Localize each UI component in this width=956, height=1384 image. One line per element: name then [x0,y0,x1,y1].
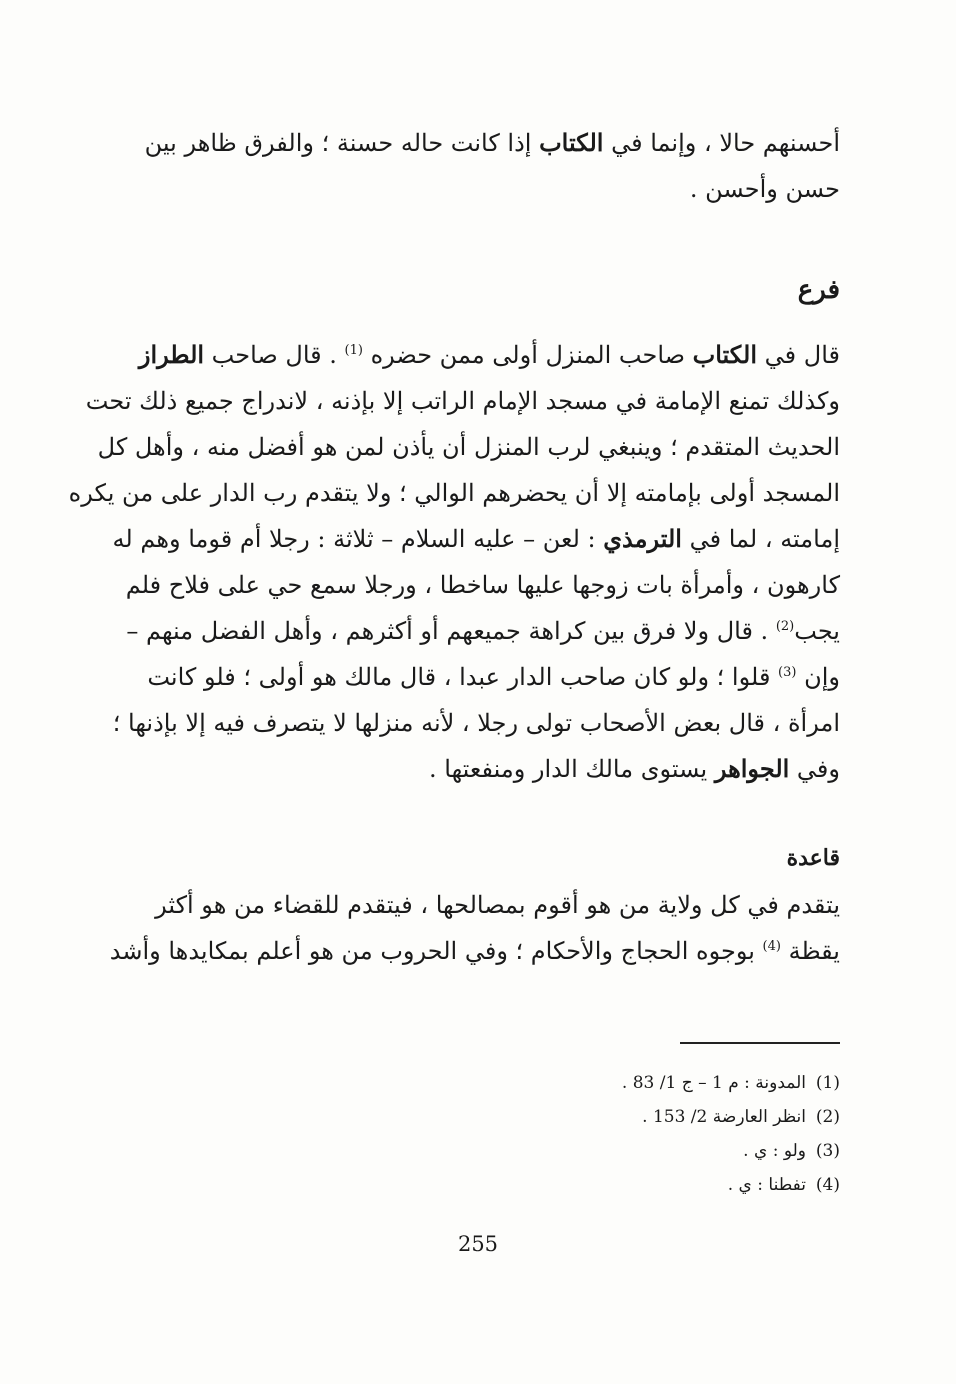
section-far-line: قال في الكتاب صاحب المنزل أولى ممن حضره $^{(1)}$ . قال صاحب الطراز [138,340,840,369]
footnote-text: المدونة : م 1 – ج 1/ 83 . [621,1073,806,1093]
section-far-line: الحديث المتقدم ؛ وينبغي لرب المنزل أن يأذن لمن هو أفضل منه ، وأهل كل [97,433,840,461]
footnote-number: (2) [815,1107,840,1127]
footnote-text: انظر العارضة 2/ 153 . [642,1107,806,1127]
section-qaida-line: يقظة $^{(4)}$ بوجوه الحجاج والأحكام ؛ وفي الحروب من هو أعلم بمكايدها وأشد [109,937,840,965]
footnote-item [622,1100,840,1134]
intro-line: حسن وأحسن . [689,175,840,203]
section-heading-far: فرع [797,275,840,305]
section-qaida-line: يتقدم في كل ولاية من هو أقوم بمصالحها ، فيتقدم للقضاء من هو أكثر [155,891,840,919]
footnote-text: تفطنا : ي . [727,1175,806,1195]
section-qaida-paragraph [109,882,840,974]
section-far-line: وإن $^{(3)}$ قلوا ؛ ولو كان صاحب الدار عبدا ، قال مالك هو أولى ؛ فلو كانت [147,663,840,691]
section-far-paragraph [68,332,840,792]
section-heading-qaida: قاعدة [786,845,840,871]
section-far-line: وكذلك تمنع الإمامة في مسجد الإمام الراتب إلا بإذنه ، لاندراج جميع ذلك تحت [85,387,840,415]
footnote-text: ولو : ي . [743,1141,806,1161]
section-far-line: كارهون ، وأمرأة بات زوجها عليها ساخطا ، ورجلا سمع حي على فلاح فلم [125,571,840,599]
footnotes [622,1066,840,1202]
section-far-line: وفي الجواهر يستوى مالك الدار ومنفعتها . [429,754,840,783]
footnote-number: (4) [815,1175,840,1195]
footnote-separator [680,1042,840,1044]
footnote-item [622,1168,840,1202]
section-far-line: يجب$^{(2)}$ . قال ولا فرق بين كراهة جميعهم أو أكثرهم ، وأهل الفضل منهم – [126,617,840,645]
footnote-item [622,1134,840,1168]
footnote-number: (3) [815,1141,840,1161]
footnote-number: (1) [815,1073,840,1093]
intro-paragraph [144,120,840,212]
footnote-item [622,1066,840,1100]
section-far-line: إمامته ، لما في الترمذي : لعن – عليه السلام – ثلاثة : رجلا أم قوما وهم له [112,524,840,553]
intro-line: أحسنهم حالا ، وإنما في الكتاب إذا كانت حاله حسنة ؛ والفرق ظاهر بين [144,128,840,157]
section-far-line: المسجد أولى بإمامته إلا أن يحضرهم الوالي ؛ ولا يتقدم رب الدار على من يكره [68,479,840,507]
section-far-line: امرأة ، قال بعض الأصحاب تولى رجلا ، لأنه منزلها لا يتصرف فيه إلا بإذنها ؛ [112,709,840,737]
page-number: 255 [457,1232,499,1256]
